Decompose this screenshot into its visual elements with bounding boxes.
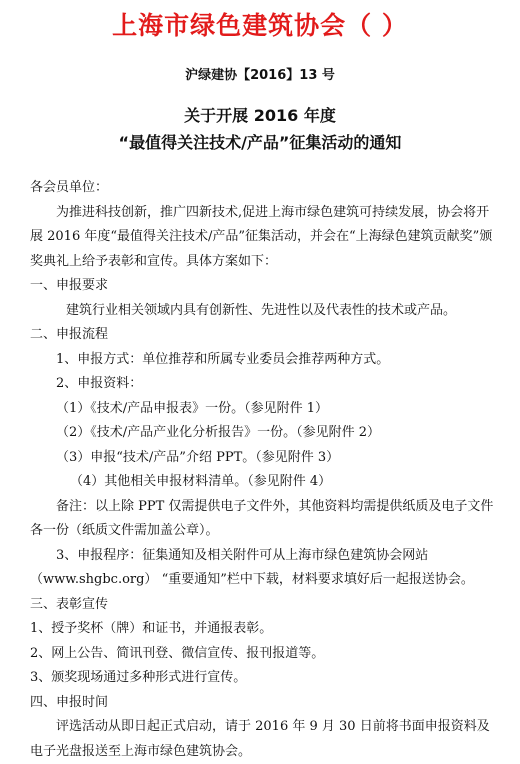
intro-paragraph: 为推进科技创新，推广四新技术,促进上海市绿色建筑可持续发展，协会将开展 2016 年度“最值得关注技术/产品”征集活动，并会在“上海绿色建筑贡献奖”颁奖典礼上给予表彰和宣传。具体方案如下： — [30, 204, 493, 269]
section-2-item-1: 1、申报方式：单位推荐和所属专业委员会推荐两种方式。 — [56, 351, 390, 367]
section-4-text: 评选活动从即日起正式启动，请于 2016 年 9 月 30 日前将书面申报资料及电子光盘报送至上海市绿色建筑协会。 — [30, 719, 490, 759]
section-1-heading: 一、申报要求 — [30, 278, 109, 293]
section-3-item-2: 2、网上公告、简讯刊登、微信宣传、报刊报道等。 — [30, 645, 325, 661]
section-3-item-1: 1、授予奖杯（牌）和证书，并通报表彰。 — [30, 621, 273, 636]
title-line-1: 关于开展 2016 年度 — [184, 106, 336, 125]
section-1-text: 建筑行业相关领域内具有创新性、先进性以及代表性的技术或产品。 — [66, 302, 457, 318]
section-3-heading: 三、表彰宣传 — [30, 596, 109, 612]
material-item-4: （4）其他相关申报材料清单。（参见附件 4） — [70, 474, 332, 489]
material-item-3: （3）申报“技术/产品”介绍 PPT。（参见附件 3） — [56, 449, 340, 465]
section-4-heading: 四、申报时间 — [30, 694, 109, 710]
material-item-1: （1）《技术/产品申报表》一份。（参见附件 1） — [56, 400, 329, 416]
section-2-item-3: 3、申报程序：征集通知及相关附件可从上海市绿色建筑协会网站（www.shgbc.org） “重要通知”栏中下载，材料要求填好后一起报送协会。 — [30, 547, 474, 587]
section-2-note: 备注：以上除 PPT 仅需提供电子文件外，其他资料均需提供纸质及电子文件各一份（纸质文件需加盖公章）。 — [30, 498, 494, 538]
section-3-item-3: 3、颁奖现场通过多种形式进行宣传。 — [30, 670, 247, 685]
document-number: 沪绿建协【2016】13 号 — [185, 68, 335, 83]
material-item-2: （2）《技术/产品产业化分析报告》一份。（参见附件 2） — [56, 425, 381, 440]
section-2-heading: 二、申报流程 — [30, 327, 109, 342]
org-header: 上海市绿色建筑协会（ ） — [112, 11, 408, 40]
salutation: 各会员单位： — [30, 180, 109, 195]
section-2-item-2: 2、申报资料： — [56, 376, 143, 391]
document-body — [30, 176, 498, 764]
title-line-2: “最值得关注技术/产品”征集活动的通知 — [118, 133, 402, 152]
